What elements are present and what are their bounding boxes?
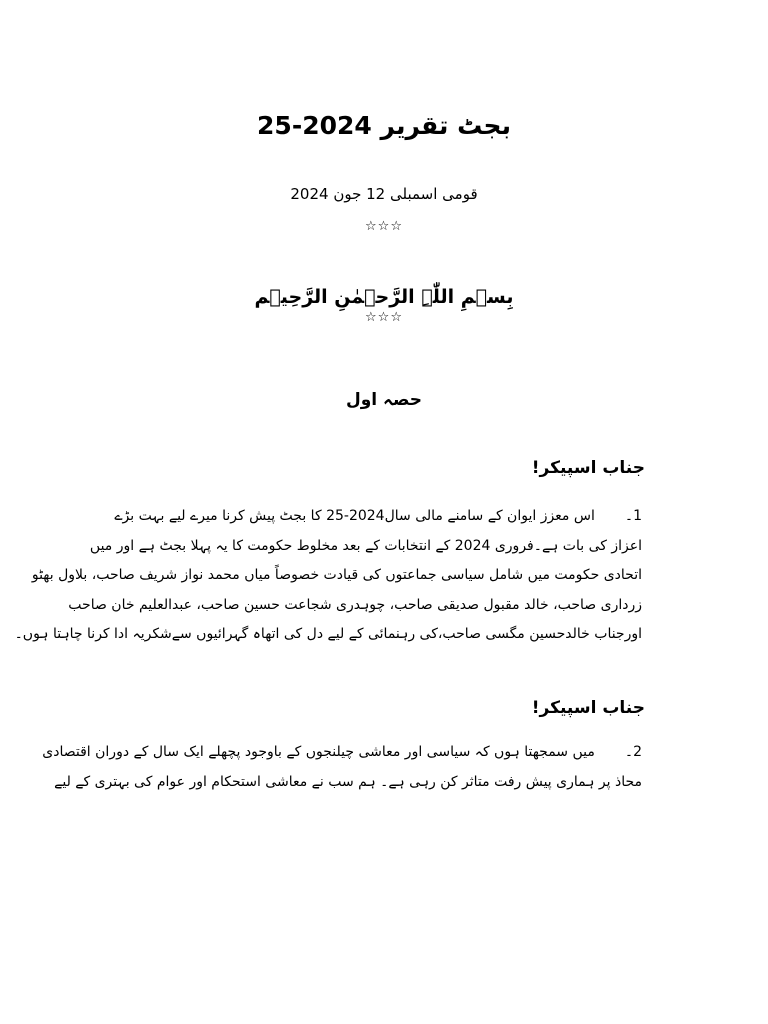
speaker-address: جناب اسپیکر!: [531, 698, 645, 718]
speaker-address: جناب اسپیکر!: [531, 458, 645, 478]
paragraph-line: محاذ پر ہماری پیش رفت متاثر کن رہی ہے۔ ہم سب نے معاشی استحکام اور عوام کی بہتری کے لیے: [54, 773, 642, 790]
paragraph-line: زرداری صاحب، خالد مقبول صدیقی صاحب، چوہدری شجاعت حسین صاحب، عبدالعلیم خان صاحب: [68, 596, 642, 613]
paragraph-line: اعزاز کی بات ہے۔فروری 2024 کے انتخابات کے بعد مخلوط حکومت کا یہ پہلا بجٹ ہے اور میں: [89, 537, 642, 554]
paragraph-line: اتحادی حکومت میں شامل سیاسی جماعتوں کی قیادت خصوصاً میاں محمد نواز شریف صاحب، بلاول بھٹو: [31, 567, 642, 583]
paragraph-1: [14, 502, 642, 650]
paragraph-line-text: اس معزز ایوان کے سامنے مالی سال2024-25 کا بجٹ پیش کرنا میرے لیے بہت بڑے: [114, 508, 595, 524]
paragraph-2: [42, 738, 642, 797]
session-subtitle: قومی اسمبلی 12 جون 2024: [290, 185, 478, 203]
document-title: بجٹ تقریر 2024-25: [257, 111, 511, 140]
paragraph-number: 1۔: [624, 508, 642, 524]
star-separator: ☆☆☆: [365, 310, 403, 325]
part-heading: حصہ اول: [345, 390, 423, 410]
paragraph-line: [42, 738, 642, 768]
paragraph-line: اورجناب خالدحسین مگسی صاحب،کی رہنمائی کے لیے دل کی اتھاہ گہرائیوں سےشکریہ ادا کرنا چاہتا ہوں۔: [14, 626, 642, 642]
paragraph-line-text: میں سمجھتا ہوں کہ سیاسی اور معاشی چیلنجوں کے باوجود پچھلے ایک سال کے دوران اقتصادی: [42, 744, 595, 760]
star-separator: ☆☆☆: [365, 219, 403, 234]
bismillah-heading: بِسۡمِ اللّٰہِ الرَّحۡمٰنِ الرَّحِیۡم: [254, 286, 514, 308]
paragraph-line: [114, 502, 642, 532]
paragraph-number: 2۔: [624, 744, 642, 760]
